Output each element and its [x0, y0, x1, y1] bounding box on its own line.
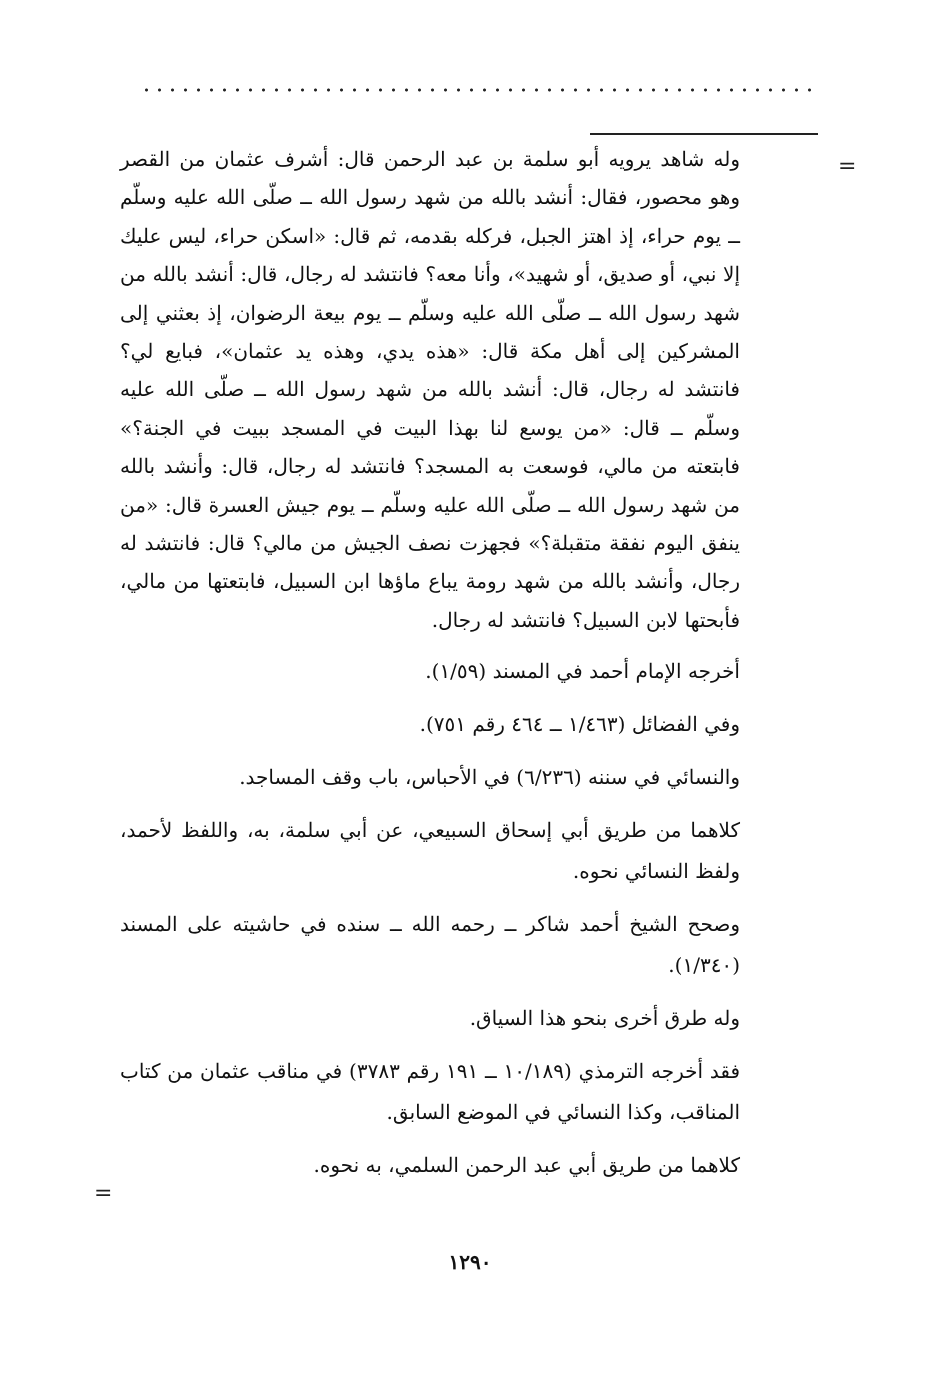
paragraph-tirmidhi: فقد أخرجه الترمذي (١٠/١٨٩ ــ ١٩١ رقم ٣٧٨٣) في مناقب عثمان من كتاب المناقب، وكذا النسائي في الموضع السابق. — [120, 1059, 741, 1125]
page-number: ١٢٩٠ — [448, 1250, 492, 1274]
paragraph-both-abu-ishaq: كلاهما من طريق أبي إسحاق السبيعي، عن أبي سلمة، به، واللفظ لأحمد، ولفظ النسائي نحوه. — [120, 818, 740, 884]
footnote-rule — [590, 133, 818, 135]
paragraph-hadith: وله شاهد يرويه أبو سلمة بن عبد الرحمن قال: أشرف عثمان من القصر وهو محصور، فقال: أنشد بالله من شهد رسول الله ــ صلّى الله عليه وسلّم ــ يوم حراء، إذ اهتز الجبل، فركله بقدمه، ثم قال: «اسكن حراء، ليس عليك إلا نبي، أو صديق، أو شهيد»، وأنا معه؟ فانتشد له رجال، قال: أنشد بالله من شهد رسول الله ــ صلّى الله عليه وسلّم ــ يوم بيعة الرضوان، إذ بعثني إلى المشركين إلى أهل مكة قال: «هذه يدي، وهذه يد عثمان»، فبايع لي؟ فانتشد له رجال، قال: أنشد بالله من شهد رسول الله ــ صلّى الله عليه وسلّم ــ قال: «من يوسع لنا بهذا البيت في المسجد ببيت في الجنة؟» فابتعته من مالي، فوسعت به المسجد؟ فانتشد له رجال، قال: وأنشد بالله من شهد رسول الله ــ صلّى الله عليه وسلّم ــ يوم جيش العسرة قال: «من ينفق اليوم نفقة متقبلة؟» فجهزت نصف الجيش من مالي؟ قال: فانتشد له رجال، وأنشد بالله من شهد رومة يباع ماؤها ابن السبيل، فابتعتها من مالي، فأبحتها لابن السبيل؟ فانتشد له رجال. — [120, 147, 741, 632]
continuation-mark-bottom: = — [94, 1181, 113, 1206]
continuation-mark-top: = — [838, 154, 857, 179]
paragraph-ahmad: أخرجه الإمام أحمد في المسند (١/٥٩). — [425, 659, 740, 684]
paragraph-other-routes: وله طرق أخرى بنحو هذا السياق. — [469, 1006, 740, 1031]
footnote-text — [120, 140, 740, 1186]
paragraph-nasai: والنسائي في سننه (٦/٢٣٦) في الأحباس، باب وقف المساجد. — [239, 765, 740, 790]
paragraph-fadail: وفي الفضائل (١/٤٦٣ ــ ٤٦٤ رقم ٧٥١). — [419, 712, 740, 737]
paragraph-both-sulami: كلاهما من طريق أبي عبد الرحمن السلمي، به نحوه. — [313, 1153, 740, 1178]
dotted-separator — [140, 88, 816, 92]
paragraph-shakir: وصحح الشيخ أحمد شاكر ــ رحمه الله ــ سنده في حاشيته على المسند (١/٣٤٠). — [120, 912, 740, 978]
